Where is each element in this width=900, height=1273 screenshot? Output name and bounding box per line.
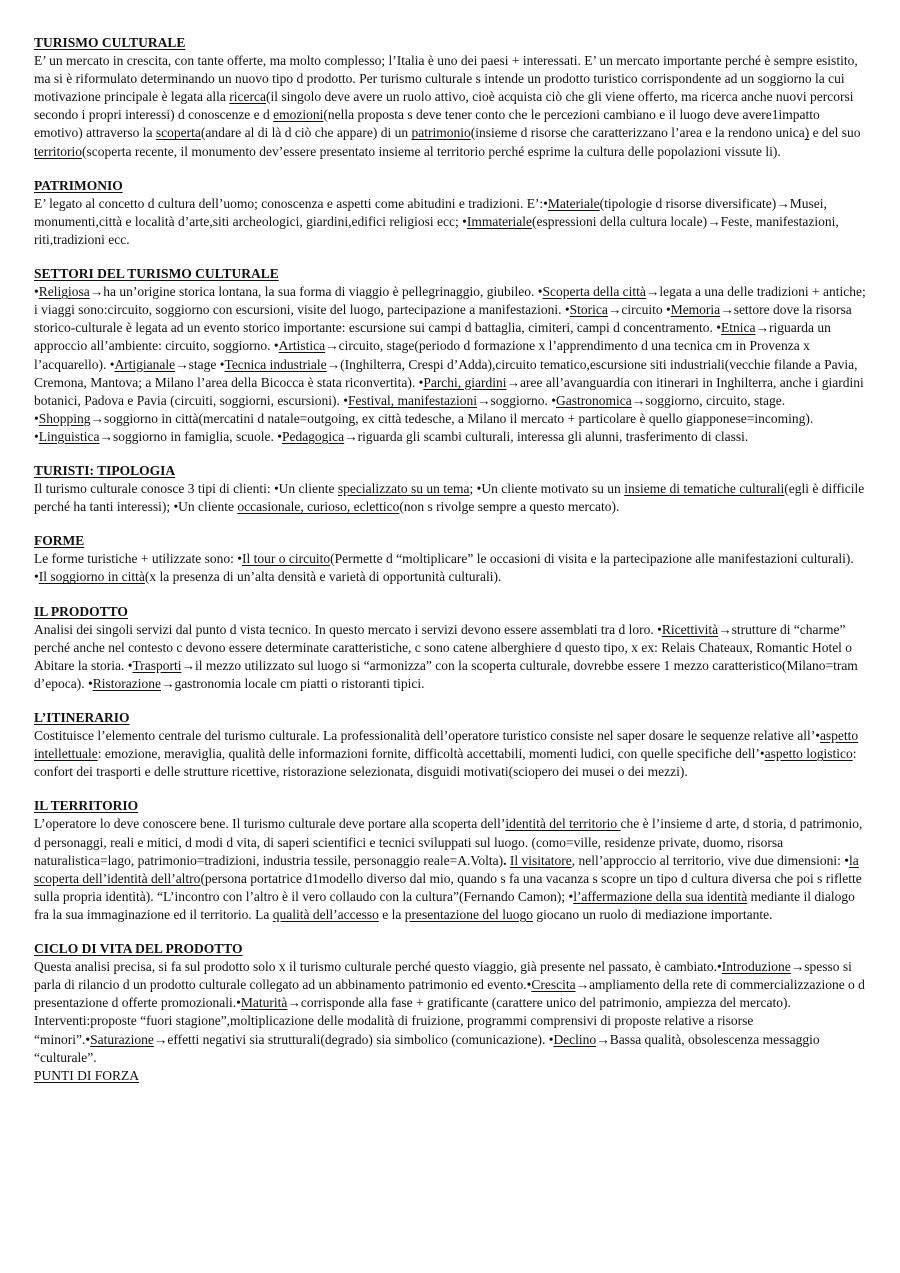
text-run: →(Inghilterra, Crespi d’Adda),circuito tematico,escursione siti industriali(vecchie filande a Pavia, Cremona, Mantova; a Milano l’area della Bicocca è stata riconvertita). • xyxy=(34,356,858,390)
text-run: (scoperta recente, il monumento dev’essere presentato insieme al territorio perché esprime la cultura delle popolazioni vissute li). xyxy=(81,143,781,159)
underlined-term: scoperta xyxy=(155,125,201,141)
text-run: che è l’insieme d arte, d storia, d patrimonio, d personaggi, reali e mitici, d modi d vita, di saperi scientifici e tecnici sviluppati sul luogo. (como=ville, residenze private, duomo, risorsa naturalistica=lago, patrimonio=tradizioni, industria tessile, personaggio reale=A.Volta) xyxy=(34,816,863,868)
underlined-term: Linguistica xyxy=(38,428,100,444)
underlined-term: Declino xyxy=(553,1031,597,1047)
underlined-term: Artigianale xyxy=(114,356,176,372)
section-heading: FORME xyxy=(34,533,85,549)
closing-label: PUNTI DI FORZA xyxy=(34,1067,140,1083)
section-ciclo-di-vita xyxy=(34,940,866,1085)
text-run: E’ un mercato in crescita, con tante offerte, ma molto complesso; l’Italia è uno dei paesi + interessati. E’ un mercato importante perché è sempre esistito, ma si è riformulato determinando un nuovo tipo d prodotto. Per turismo culturale s intende un prodotto turistico corrispondente ad un soggiorno la cui motivazione principale è legata alla xyxy=(34,53,858,105)
underlined-term: presentazione del luogo xyxy=(404,906,533,922)
text-run: : emozione, meraviglia, qualità delle informazioni fornite, difficoltà accettabili, momenti ludici, con quelle specifiche dell’• xyxy=(97,746,765,762)
text-run: ; •Un cliente motivato su un xyxy=(469,481,625,497)
text-run: →soggiorno. • xyxy=(477,392,556,408)
section-heading: TURISMO CULTURALE xyxy=(34,35,186,50)
underlined-term: insieme di tematiche culturali xyxy=(624,481,785,497)
text-run: →riguarda gli scambi culturali, interessa gli alunni, trasferimento di classi. xyxy=(344,428,749,444)
section-heading: L’ITINERARIO xyxy=(34,710,130,725)
underlined-term: Ristorazione xyxy=(92,675,161,691)
underlined-term: Religiosa xyxy=(38,284,90,300)
text-run: e del suo xyxy=(809,125,861,141)
text-run: →strutture di “charme” perché anche nel contesto c devono essere determinate caratteristiche, c sono catene alberghiere d questo tipo, x ex: Relais Chateaux, Romantic Hotel o Abitare la storia. • xyxy=(34,621,853,673)
text-run: e la xyxy=(378,906,405,922)
underlined-term: Etnica xyxy=(720,320,756,336)
text-run: Le forme turistiche + utilizzate sono: • xyxy=(34,551,243,567)
text-run: (insieme d risorse che caratterizzano l’area e la rendono unica xyxy=(470,125,805,141)
underlined-term: Festival, manifestazioni xyxy=(348,392,477,408)
text-run: (andare al di là d ciò che appare) di un xyxy=(200,125,412,141)
section-body xyxy=(34,195,866,249)
text-run: (x la presenza di un’alta densità e varietà di opportunità culturali). xyxy=(144,569,502,585)
underlined-term: Il soggiorno in città xyxy=(38,569,145,585)
text-run: →effetti negativi sia strutturali(degrado) sia simbolico (comunicazione). • xyxy=(153,1031,554,1047)
text-run: , nell’approccio al territorio, vive due dimensioni: • xyxy=(571,852,849,868)
text-run: (non s rivolge sempre a questo mercato). xyxy=(399,499,620,515)
text-run: →soggiorno, circuito, stage. • xyxy=(34,392,786,426)
text-run: →settore dove la risorsa storico-culturale è legata ad un evento storico importante: escursione sui campi d battaglia, cimiteri, campi d concentramento. • xyxy=(34,302,852,336)
text-run: →stage • xyxy=(175,356,225,372)
text-run: →Bassa qualità, obsolescenza messaggio “culturale”. xyxy=(34,1031,820,1065)
section-heading: IL PRODOTTO xyxy=(34,603,128,619)
underlined-term: ) xyxy=(804,125,810,141)
text-run: (nella proposta s deve tener conto che le percezioni cambiano e il luogo deve avere1impatto emotivo) attraverso la xyxy=(34,107,820,141)
bold-punctuation: . xyxy=(503,852,507,868)
section-patrimonio xyxy=(34,177,866,249)
text-run: (persona portatrice d1modello diverso dal mio, quando s fa una vacanza s scopre un tipo d cultura diversa che poi s riflette sulla propria identità). “L’incontro con l’altro è il vero collaudo con la cultura”(Fernando Camon); • xyxy=(34,870,862,904)
text-run: →gastronomia locale cm piatti o ristoranti tipici. xyxy=(160,675,425,691)
text-run: mediante il dialogo fra la sua immaginazione ed il territorio. La xyxy=(34,888,855,922)
underlined-term: specializzato su un tema xyxy=(337,481,470,497)
section-body xyxy=(34,815,866,924)
text-run: (tipologie d risorse diversificate)→Musei, monumenti,città e località d’arte,siti archeologici, giardini,edifici religiosi ecc; • xyxy=(34,195,827,229)
section-body xyxy=(34,727,866,781)
underlined-term: Immateriale xyxy=(466,213,533,229)
text-run: →soggiorno in famiglia, scuole. • xyxy=(99,428,282,444)
text-run: →circuito • xyxy=(607,302,671,318)
underlined-term: Storica xyxy=(569,302,608,318)
underlined-term: Tecnica industriale xyxy=(224,356,327,372)
section-itinerario xyxy=(34,709,866,781)
underlined-term: Memoria xyxy=(670,302,721,318)
text-run: (egli è difficile perché ha tanti interessi); •Un cliente xyxy=(34,481,865,515)
text-run: L’operatore lo deve conoscere bene. Il turismo culturale deve portare alla scoperta dell’ xyxy=(34,816,506,832)
section-heading: CICLO DI VITA DEL PRODOTTO xyxy=(34,941,243,957)
underlined-term: Il tour o circuito xyxy=(242,551,331,567)
section-territorio xyxy=(34,797,866,924)
underlined-term: identità del territorio xyxy=(505,816,621,832)
underlined-term: Ricettività xyxy=(661,621,719,637)
underlined-term: Gastronomica xyxy=(555,392,632,408)
underlined-term: patrimonio xyxy=(411,125,471,141)
underlined-term: l’affermazione della sua identità xyxy=(573,888,748,904)
text-run: →aree all’avanguardia con itinerari in Inghilterra, anche i giardini botanici, Padova e Pavia (circuiti, soggiorni, escursioni). • xyxy=(34,374,864,408)
section-heading: PATRIMONIO xyxy=(34,177,123,193)
underlined-term: Scoperta della città xyxy=(542,284,646,300)
text-run: Costituisce l’elemento centrale del turismo culturale. La professionalità dell’operatore turistico consiste nel saper dosare le sequenze relative all’• xyxy=(34,728,820,744)
section-settori xyxy=(34,265,866,446)
text-run: →soggiorno in città(mercatini d natale=outgoing, ex città tedesche, a Milano il mercato + particolare è quello giapponese=incoming). • xyxy=(34,410,814,444)
text-run: →corrisponde alla fase + gratificante (carattere unico del patrimonio, ampiezza del mercato). Interventi:proposte “fuori stagione”,moltiplicazione delle modalità di fruizione, programmi comprensivi di proposte relative a risorse “minori”.• xyxy=(34,995,791,1047)
text-run: : confort dei trasporti e delle strutture ricettive, ristorazione selezionata, disguidi motivati(sciopero dei musei o dei mezzi). xyxy=(34,746,857,780)
underlined-term: Il visitatore xyxy=(509,852,572,868)
text-run: giocano un ruolo di mediazione importante. xyxy=(532,906,773,922)
section-turismo-culturale xyxy=(34,34,866,161)
underlined-term: Crescita xyxy=(531,977,576,993)
section-forme xyxy=(34,532,866,586)
underlined-term: qualità dell’accesso xyxy=(272,906,379,922)
section-turisti-tipologia xyxy=(34,462,866,516)
underlined-term: Artistica xyxy=(278,338,326,354)
underlined-term: territorio xyxy=(34,143,82,159)
underlined-term: la scoperta dell’identità dell’altro xyxy=(34,852,859,886)
underlined-term: Parchi, giardini xyxy=(423,374,507,390)
underlined-term: ricerca xyxy=(229,89,267,105)
underlined-term: Pedagogica xyxy=(281,428,345,444)
section-body xyxy=(34,52,866,161)
section-body xyxy=(34,283,866,446)
text-run: →circuito, stage(periodo d formazione x l’apprendimento d una tecnica cm in Provenza x l’acquarello). • xyxy=(34,338,810,372)
text-run: →legata a una delle tradizioni + antiche; i viaggi sono:circuito, soggiorno con escursioni, visite del luogo, partecipazione a manifestazioni. • xyxy=(34,284,866,318)
underlined-term: Introduzione xyxy=(721,959,791,975)
text-run: (Permette d “moltiplicare” le occasioni di visita e la partecipazione alle manifestazioni culturali). • xyxy=(34,551,854,585)
text-run: Questa analisi precisa, si fa sul prodotto solo x il turismo culturale perché questo viaggio, già presente nel passato, è cambiato.• xyxy=(34,959,722,975)
underlined-term: Materiale xyxy=(547,195,600,211)
section-il-prodotto xyxy=(34,603,866,693)
text-run: →riguarda un approccio all’ambiente: circuito, soggiorno. • xyxy=(34,320,831,354)
text-run: (il singolo deve avere un ruolo attivo, cioè acquista ciò che gli viene offerto, ma ricerca anche nuovi percorsi secondo i propri interessi) d conoscenze e d xyxy=(34,89,854,123)
text-run: →ampliamento della rete di commercializzazione o d presentazione d offerte promozionali.• xyxy=(34,977,865,1011)
text-run: Il turismo culturale conosce 3 tipi di clienti: •Un cliente xyxy=(34,481,338,497)
underlined-term: Trasporti xyxy=(132,657,182,673)
section-body xyxy=(34,621,866,693)
section-body xyxy=(34,550,866,586)
underlined-term: aspetto intellettuale xyxy=(34,728,859,762)
underlined-term: Saturazione xyxy=(90,1031,154,1047)
section-heading: TURISTI: TIPOLOGIA xyxy=(34,462,176,478)
text-run: E’ legato al concetto d cultura dell’uomo; conoscenza e aspetti come abitudini e tradizioni. E’:• xyxy=(34,195,548,211)
text-run: Analisi dei singoli servizi dal punto d vista tecnico. In questo mercato i servizi devono essere assemblati tra d loro. • xyxy=(34,621,662,637)
text-run: • xyxy=(34,284,39,300)
underlined-term: Shopping xyxy=(38,410,91,426)
underlined-term: emozioni xyxy=(273,107,324,123)
section-heading: SETTORI DEL TURISMO CULTURALE xyxy=(34,266,279,282)
text-run: →il mezzo utilizzato sul luogo si “armonizza” con la scoperta culturale, dovrebbe essere 1 mezzo caratteristico(Milano=tram d’epoca). • xyxy=(34,657,858,691)
text-run: (espressioni della cultura locale)→Feste, manifestazioni, riti,tradizioni ecc. xyxy=(34,213,839,247)
text-run: →spesso si parla di rilancio d un prodotto culturale collegato ad un abbinamento patrimonio ed evento.• xyxy=(34,959,852,993)
section-heading: IL TERRITORIO xyxy=(34,798,139,814)
underlined-term: aspetto logistico xyxy=(764,746,853,762)
section-body xyxy=(34,480,866,516)
text-run: →ha un’origine storica lontana, la sua forma di viaggio è pellegrinaggio, giubileo. • xyxy=(89,284,543,300)
underlined-term: occasionale, curioso, eclettico xyxy=(237,499,400,515)
section-body xyxy=(34,958,866,1067)
underlined-term: Maturità xyxy=(240,995,288,1011)
